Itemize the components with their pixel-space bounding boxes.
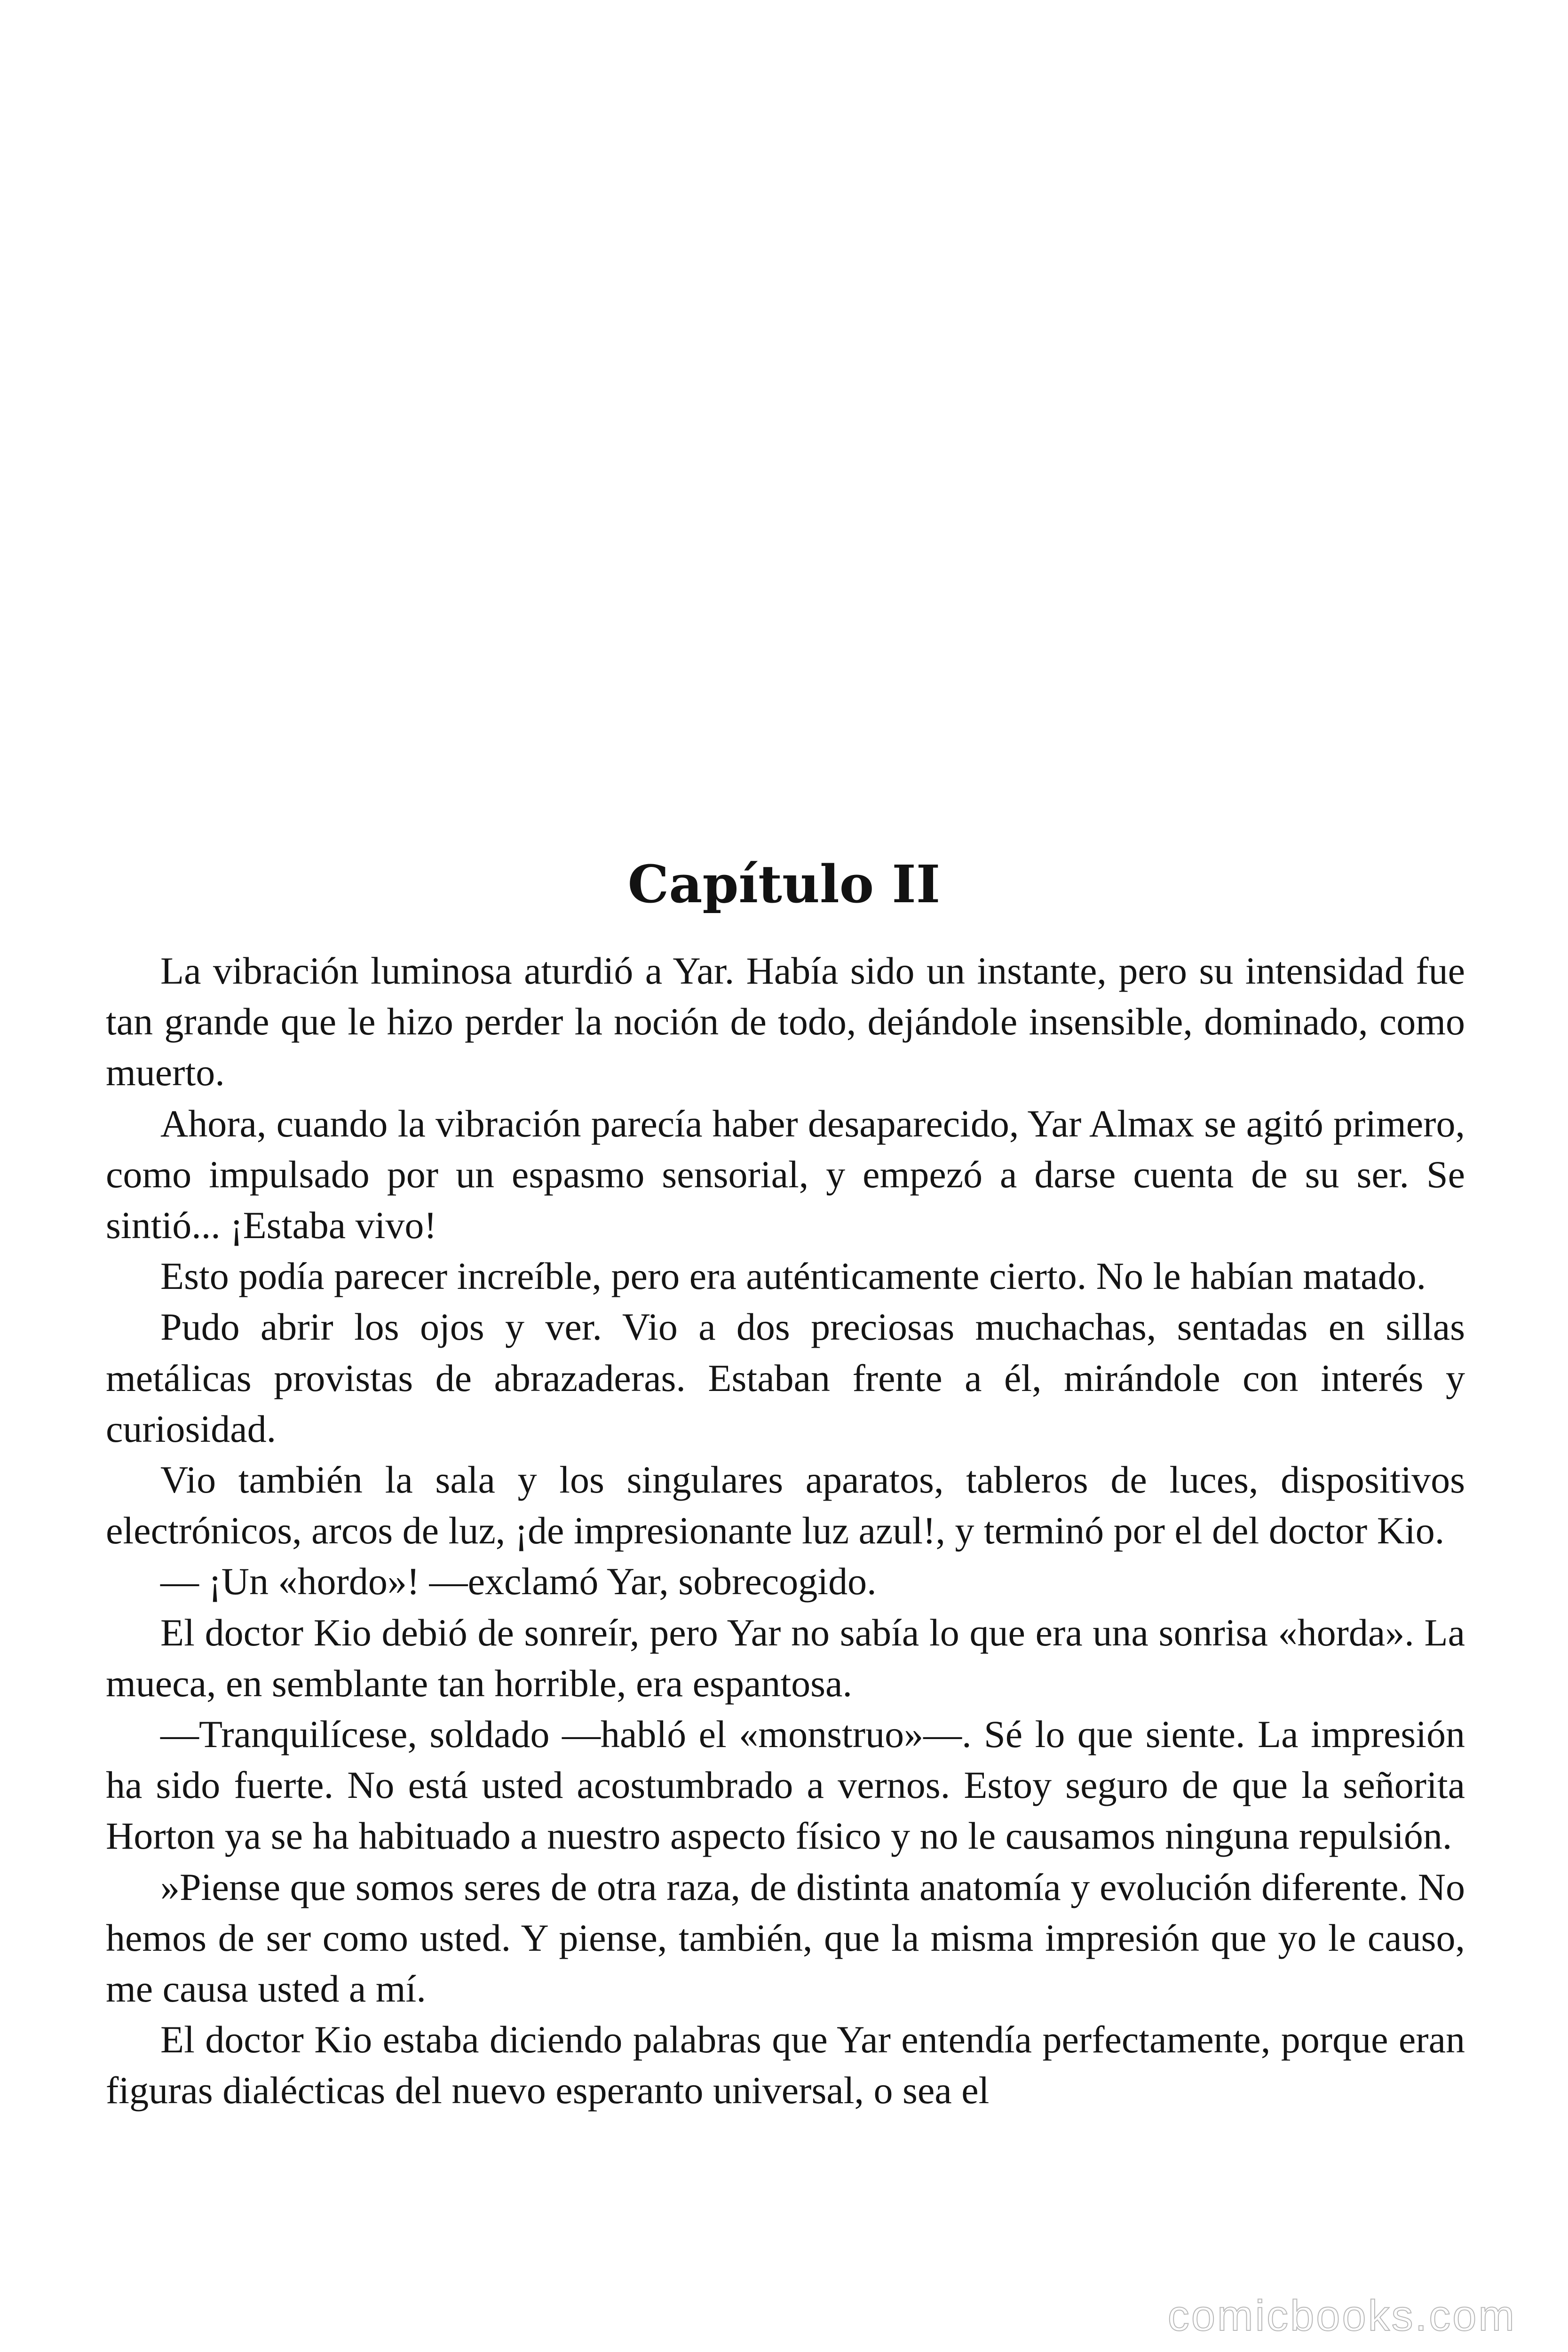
watermark: comicbooks.com xyxy=(1167,2292,1516,2340)
chapter-title: Capítulo II xyxy=(627,854,941,914)
chapter-body xyxy=(106,946,1465,2116)
paragraph: El doctor Kio estaba diciendo palabras que Yar entendía perfectamente, porque eran figuras dialécticas del nuevo esperanto universal, o sea el xyxy=(106,2018,1465,2112)
paragraph: Ahora, cuando la vibración parecía haber desaparecido, Yar Almax se agitó primero, como impulsado por un espasmo sensorial, y empezó a darse cuenta de su ser. Se sintió... ¡Estaba vivo! xyxy=(106,1102,1465,1247)
paragraph: El doctor Kio debió de sonreír, pero Yar no sabía lo que era una sonrisa «horda». La mueca, en semblante tan horrible, era espantosa. xyxy=(106,1611,1465,1705)
paragraph: Esto podía parecer increíble, pero era auténticamente cierto. No le habían matado. xyxy=(160,1255,1426,1298)
paragraph: La vibración luminosa aturdió a Yar. Había sido un instante, pero su intensidad fue tan grande que le hizo perder la noción de todo, dejándole insensible, dominado, como muerto. xyxy=(106,949,1465,1094)
paragraph: — ¡Un «hordo»! —exclamó Yar, sobrecogido. xyxy=(160,1560,877,1603)
paragraph: Pudo abrir los ojos y ver. Vio a dos preciosas muchachas, sentadas en sillas metálicas provistas de abrazaderas. Estaban frente a él, mirándole con interés y curiosidad. xyxy=(106,1305,1465,1450)
paragraph: Vio también la sala y los singulares aparatos, tableros de luces, dispositivos electrónicos, arcos de luz, ¡de impresionante luz azul!, y terminó por el del doctor Kio. xyxy=(106,1458,1465,1552)
paragraph: —Tranquilícese, soldado —habló el «monstruo»—. Sé lo que siente. La impresión ha sido fuerte. No está usted acostumbrado a vernos. Estoy seguro de que la señorita Horton ya se ha habituado a nuestro aspecto físico y no le causamos ninguna repulsión. xyxy=(106,1713,1465,1858)
paragraph: »Piense que somos seres de otra raza, de distinta anatomía y evolución diferente. No hemos de ser como usted. Y piense, también, que la misma impresión que yo le causo, me causa usted a mí. xyxy=(106,1865,1465,2010)
